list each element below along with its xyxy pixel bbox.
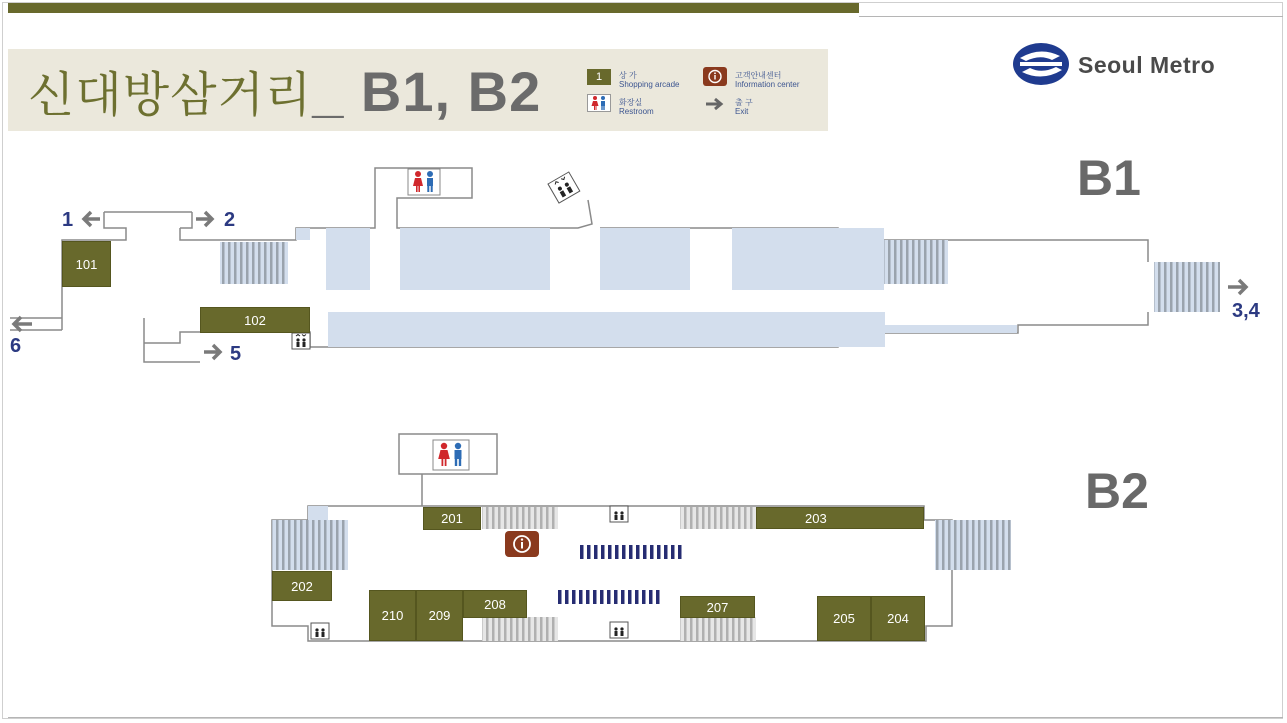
exit-arrow-2-icon [196,212,212,226]
ticket-gate [628,590,632,604]
title-levels: B1, B2 [360,60,542,123]
restroom-legend-en: Restroom [619,107,654,116]
ticket-gate [593,590,597,604]
ticket-gate-row-lower [558,590,660,604]
ticket-gate [580,545,584,559]
elevator-icon [610,506,628,522]
b1-area [600,228,690,290]
ticket-gates [558,545,682,604]
shop-204[interactable]: 204 [871,596,925,641]
ticket-gate [607,590,611,604]
shopping-legend-en: Shopping arcade [619,80,680,89]
exit-legend-ko: 출 구 [735,98,753,107]
ticket-gate [635,590,639,604]
ticket-gate [614,590,618,604]
b1-area [885,325,1017,333]
shop-101[interactable]: 101 [62,241,111,287]
ticket-gate [643,545,647,559]
shop-205[interactable]: 205 [817,596,871,641]
exit-arrow-5-icon [204,345,220,359]
b2-stair [680,507,756,529]
seoul-metro-logo-text: Seoul Metro [1078,52,1216,78]
ticket-gate [558,590,562,604]
ticket-gate [579,590,583,604]
b2-stair [482,617,558,641]
info-legend-ko: 고객안내센터 [735,71,782,80]
elevator-icon [292,333,310,349]
exit-label-3-4[interactable]: 3,4 [1232,300,1260,322]
ticket-gate [649,590,653,604]
shop-210[interactable]: 210 [369,590,416,641]
b1-area [328,312,885,347]
shop-208[interactable]: 208 [463,590,527,618]
ticket-gate [629,545,633,559]
level-label-b2: B2 [1085,463,1149,519]
exit-arrow-1-icon [84,212,100,226]
shopping-legend-ko: 상 가 [619,71,637,80]
ticket-gate [572,590,576,604]
b2-area [308,506,328,520]
ticket-gate [586,590,590,604]
restroom-icon [433,440,469,470]
title-separator: _ [312,60,361,123]
ticket-gate [565,590,569,604]
b2-stair-west [272,520,348,570]
ticket-gate [615,545,619,559]
b1-west-corridor-outline [10,209,220,330]
ticket-gate [636,545,640,559]
exit-label-2[interactable]: 2 [224,209,236,231]
shopping-legend-badge: 1 [595,71,603,83]
ticket-gate [642,590,646,604]
b1-stair-west [220,242,288,284]
info-center-icon [505,531,539,557]
exit-label-1[interactable]: 1 [62,209,74,231]
elevator-icon [610,622,628,638]
b2-stair [482,507,558,529]
ticket-gate [587,545,591,559]
station-name: 신대방삼거리 [28,67,313,123]
ticket-gate [594,545,598,559]
b1-area [400,228,550,290]
b1-area [732,228,884,290]
ticket-gate [600,590,604,604]
info-legend-en: Information center [735,80,800,89]
shop-102[interactable]: 102 [200,307,310,333]
ticket-gate [657,545,661,559]
ticket-gate [622,545,626,559]
shop-202[interactable]: 202 [272,571,332,601]
b2-stair [680,617,756,641]
ticket-gate [621,590,625,604]
exit-arrow-3-4-icon [1228,280,1246,294]
ticket-gate [656,590,660,604]
shop-207[interactable]: 207 [680,596,755,618]
level-label-b1: B1 [1077,150,1141,206]
elevator-icon [311,623,329,639]
restroom-icon [408,169,440,195]
ticket-gate [601,545,605,559]
b1-area [296,228,310,240]
b2-stair-east [935,520,1011,570]
exit-arrow-6-icon [14,317,32,331]
elevator-icon [548,172,580,203]
exit-label-5[interactable]: 5 [230,343,242,365]
shop-203[interactable]: 203 [756,507,924,529]
exit-legend-en: Exit [735,107,749,116]
shop-209[interactable]: 209 [416,590,463,641]
b1-stair-east [1154,262,1220,312]
ticket-gate [650,545,654,559]
shop-201[interactable]: 201 [423,507,481,530]
b1-stair-center [884,240,948,284]
restroom-legend-ko: 화장실 [619,98,643,107]
ticket-gate-row-upper [580,545,682,559]
exit-label-6[interactable]: 6 [10,335,22,357]
ticket-gate [664,545,668,559]
b2-platform-areas [308,506,328,520]
ticket-gate [671,545,675,559]
ticket-gate [678,545,682,559]
b1-area [326,228,370,290]
ticket-gate [608,545,612,559]
